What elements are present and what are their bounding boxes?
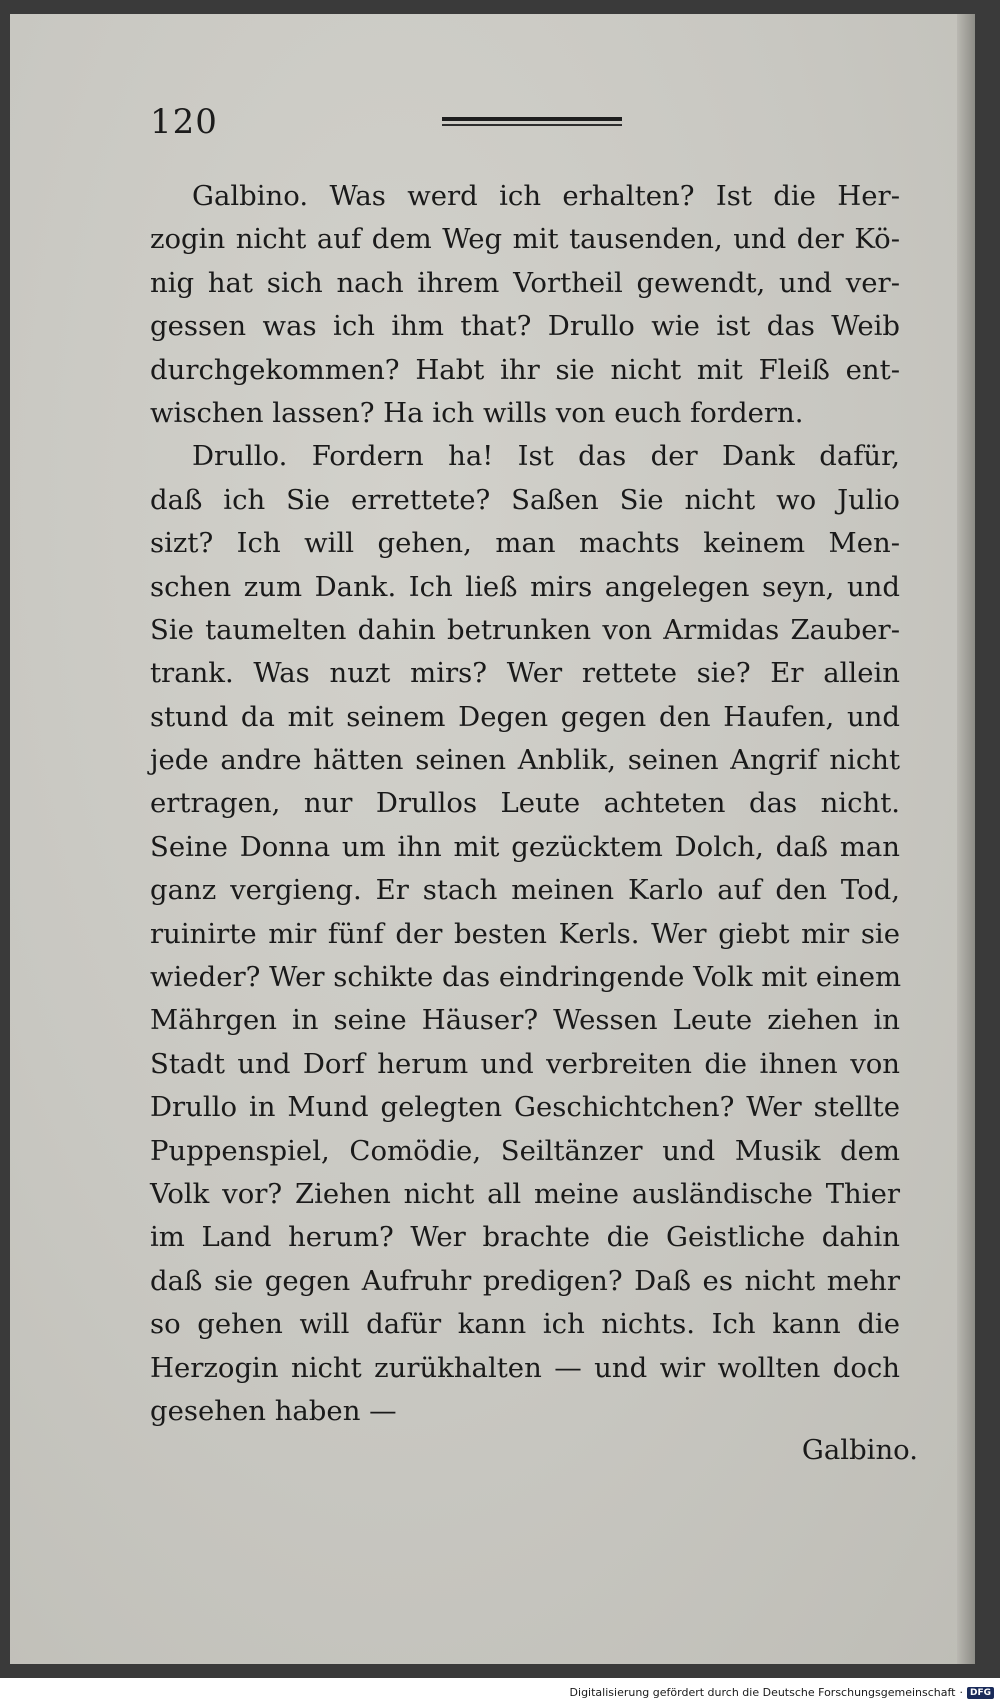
text-line: ertragen, nur Drullos Leute achteten das nicht.	[150, 787, 900, 820]
text-line: Herzogin nicht zurükhalten — und wir wollten doch	[150, 1351, 900, 1384]
text-line: Galbino. Was werd ich erhalten? Ist die Her-	[192, 180, 900, 212]
text-line: ganz vergieng. Er stach meinen Karlo auf den Tod,	[150, 874, 900, 907]
text-line: Sie taumelten dahin betrunken von Armidas Zauber-	[150, 613, 900, 646]
text-line: gessen was ich ihm that? Drullo wie ist das Weib	[150, 310, 900, 343]
header-rule-thick	[442, 117, 622, 121]
text-line: ruinirte mir fünf der besten Kerls. Wer giebt mir sie	[150, 917, 900, 950]
footer-separator: ·	[959, 1686, 963, 1699]
text-line: so gehen will dafür kann ich nichts. Ich kann die	[150, 1308, 900, 1341]
text-line: Drullo in Mund gelegten Geschichtchen? Wer stellte	[150, 1091, 900, 1124]
text-line: daß sie gegen Aufruhr predigen? Daß es nicht mehr	[150, 1264, 900, 1297]
footer-text: Digitalisierung gefördert durch die Deutsche Forschungsgemeinschaft	[569, 1686, 956, 1699]
text-line: im Land herum? Wer brachte die Geistliche dahin	[150, 1221, 900, 1254]
text-line: jede andre hätten seinen Anblik, seinen Angrif nicht	[150, 744, 900, 777]
text-line: daß ich Sie errettete? Saßen Sie nicht wo Julio	[150, 483, 900, 516]
text-line: Volk vor? Ziehen nicht all meine ausländische Thier	[150, 1177, 900, 1210]
text-line: wischen lassen? Ha ich wills von euch fordern.	[150, 396, 804, 429]
text-line: wieder? Wer schikte das eindringende Volk mit einem	[150, 961, 902, 994]
text-line: sizt? Ich will gehen, man machts keinem Men-	[150, 527, 900, 560]
text-line: Stadt und Dorf herum und verbreiten die ihnen von	[150, 1047, 900, 1080]
text-line: Mährgen in seine Häuser? Wessen Leute ziehen in	[150, 1004, 900, 1037]
text-line: schen zum Dank. Ich ließ mirs angelegen seyn, und	[150, 570, 900, 603]
text-line: stund da mit seinem Degen gegen den Haufen, und	[150, 700, 900, 733]
catchword: Galbino.	[801, 1434, 918, 1466]
header-rule-thin	[442, 124, 622, 126]
text-line: nig hat sich nach ihrem Vortheil gewendt, und ver-	[150, 266, 900, 299]
text-line: gesehen haben —	[150, 1394, 397, 1427]
text-line: Drullo. Fordern ha! Ist das der Dank dafür,	[192, 440, 900, 473]
text-line: Seine Donna um ihn mit gezücktem Dolch, daß man	[150, 830, 900, 863]
page-number: 120	[150, 102, 218, 142]
text-line: Puppenspiel, Comödie, Seiltänzer und Musik dem	[150, 1134, 900, 1167]
text-line: zogin nicht auf dem Weg mit tausenden, und der Kö-	[150, 223, 900, 256]
header-rule	[442, 117, 622, 129]
text-line: trank. Was nuzt mirs? Wer rettete sie? Er allein	[150, 657, 900, 690]
text-line: durchgekommen? Habt ihr sie nicht mit Fleiß ent-	[150, 353, 900, 386]
footer-credit	[570, 1686, 994, 1699]
page-edge	[957, 14, 975, 1664]
dfg-logo-icon: DFG	[967, 1687, 994, 1699]
body-text	[150, 175, 900, 1433]
